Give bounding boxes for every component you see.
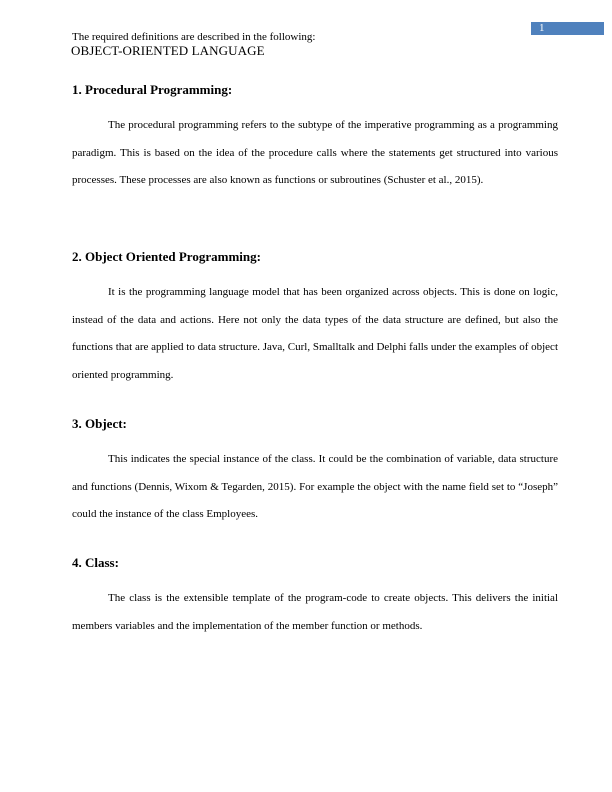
section-object <box>72 416 558 529</box>
section-procedural-programming <box>72 82 558 195</box>
section-body: The procedural programming refers to the subtype of the imperative programming as a programming paradigm. This is based on the idea of the procedure calls where the statements get structured into various processes. These processes are also known as functions or subroutines (Schuster et al., 2015). <box>72 119 558 187</box>
section-body: The class is the extensible template of the program-code to create objects. This delivers the initial members variables and the implementation of the member function or methods. <box>72 592 558 632</box>
page-number: 1 <box>531 22 604 35</box>
section-heading: 2. Object Oriented Programming: <box>72 249 261 264</box>
page-title: OBJECT-ORIENTED LANGUAGE <box>71 43 265 58</box>
section-heading: 4. Class: <box>72 555 119 570</box>
section-object-oriented-programming <box>72 249 558 389</box>
section-body: This indicates the special instance of the class. It could be the combination of variable, data structure and functions (Dennis, Wixom & Tegarden, 2015). For example the object with the name field set to “Joseph” could the instance of the class Employees. <box>72 453 558 521</box>
header-intro: The required definitions are described in the following: <box>72 31 316 43</box>
section-heading: 1. Procedural Programming: <box>72 82 233 97</box>
section-class <box>72 555 558 640</box>
section-heading: 3. Object: <box>72 416 127 431</box>
section-body: It is the programming language model that has been organized across objects. This is done on logic, instead of the data and actions. Here not only the data types of the data structure are defined, but also the functions that are applied to data structure. Java, Curl, Smalltalk and Delphi falls under the examples of object oriented programming. <box>72 286 558 381</box>
